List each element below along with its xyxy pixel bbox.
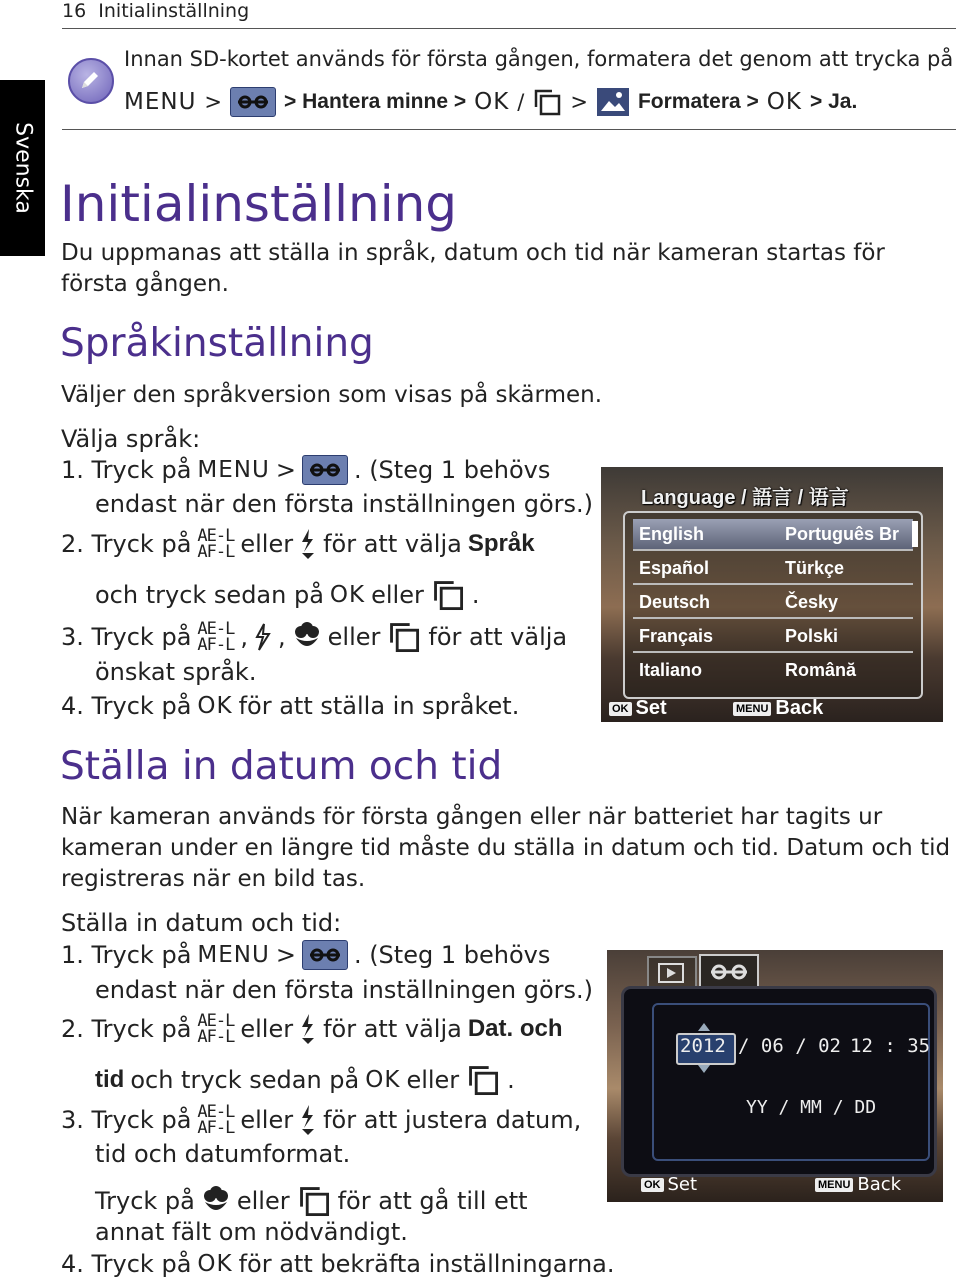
ae-label: AE-L: [197, 619, 235, 639]
step-text: för att välja: [323, 1015, 462, 1043]
multi-frame-icon: [386, 620, 422, 654]
flash-icon: [254, 621, 272, 653]
lang-step-3-cont: önskat språk.: [95, 658, 257, 686]
yes-path: > Ja.: [809, 90, 858, 113]
step-text: eller: [406, 1066, 460, 1094]
step-bold: Dat. och: [467, 1015, 563, 1042]
step-text: 4. Tryck på: [61, 1250, 192, 1278]
language-option[interactable]: Česky: [785, 592, 839, 612]
ok-key-text: OK: [329, 582, 366, 608]
step-text: för att ställa in språket.: [238, 692, 520, 720]
language-row[interactable]: [633, 519, 913, 551]
language-option[interactable]: Italiano: [639, 660, 703, 680]
format-path: Formatera >: [637, 90, 759, 113]
language-row[interactable]: [633, 587, 913, 619]
note-pencil-icon: [68, 58, 114, 104]
manage-memory-path: > Hantera minne >: [284, 90, 467, 113]
setup-tools-icon: [302, 455, 348, 485]
macro-flower-icon: [292, 622, 322, 652]
gt-symbol: >: [204, 90, 223, 114]
ok-key-text-2: OK: [766, 89, 802, 115]
date-step-1: [61, 940, 550, 970]
note-path: [124, 87, 857, 117]
section-title: Initialinställning: [98, 0, 250, 22]
note-text: Innan SD-kortet används för första gången, formatera det genom att trycka på: [124, 47, 954, 71]
scrollbar-thumb[interactable]: [912, 521, 918, 547]
language-desc: Väljer den språkversion som visas på skärmen.: [61, 382, 603, 408]
step-text: 4. Tryck på: [61, 692, 192, 720]
step-text: för att bekräfta inställningarna.: [238, 1250, 615, 1278]
step-text: 2. Tryck på: [61, 1015, 192, 1043]
ok-key-badge: OK: [641, 1178, 664, 1192]
af-label: AF-L: [197, 1118, 235, 1138]
menu-key-text: MENU: [197, 942, 270, 968]
page-number: 16: [62, 0, 87, 22]
date-step-3-cont: tid och datumformat.: [95, 1140, 351, 1168]
language-list: [623, 511, 923, 699]
page-title: Initialinställning: [60, 175, 458, 233]
date-step-3-extra-cont: annat fält om nödvändigt.: [95, 1218, 408, 1246]
playback-image-icon: [596, 87, 630, 117]
header-rule: [62, 28, 956, 29]
language-option[interactable]: Türkçe: [785, 558, 845, 578]
lang-step-1-cont: endast när den första inställningen görs.): [95, 490, 594, 518]
date-step-3-extra: [95, 1184, 528, 1218]
lang-step-4: [61, 692, 519, 720]
flash-down-icon: [299, 1104, 317, 1136]
month-day-value[interactable]: / 06 / 02: [738, 1035, 841, 1057]
ae-label: AE-L: [197, 1102, 235, 1122]
af-label: AF-L: [197, 635, 235, 655]
ok-key-text: OK: [197, 1251, 233, 1277]
date-step-1-cont: endast när den första inställningen görs.): [95, 976, 594, 1004]
datetime-inner: [652, 1003, 930, 1161]
gt-symbol-2: >: [570, 90, 588, 114]
step-text: för att justera datum,: [323, 1106, 582, 1134]
back-label: Back: [857, 1174, 902, 1195]
back-hint: [733, 697, 823, 720]
up-arrow-icon[interactable]: [698, 1023, 710, 1031]
ae-af-lock-key: [197, 1013, 234, 1045]
ok-key-text: OK: [197, 693, 233, 719]
ok-key-text: OK: [365, 1067, 401, 1093]
date-step-2-cont: tid och tryck sedan på OK eller .: [95, 1063, 515, 1097]
back-label: Back: [775, 697, 824, 719]
lang-step-1: [61, 455, 550, 485]
playback-tab-icon: [649, 958, 695, 986]
ae-af-lock-key: [197, 528, 234, 560]
date-heading: Ställa in datum och tid: [60, 744, 503, 789]
year-value[interactable]: 2012: [680, 1035, 726, 1057]
language-subheading: Välja språk:: [61, 425, 201, 453]
step-text: för att välja: [428, 623, 568, 651]
af-label: AF-L: [197, 542, 235, 562]
step-text: eller: [236, 1187, 290, 1215]
language-screen-title: Language / 語言 / 语言: [641, 487, 849, 509]
setup-tab[interactable]: [699, 954, 759, 988]
multi-frame-icon: [465, 1063, 501, 1097]
setup-tools-icon: [230, 87, 276, 117]
gt-symbol: >: [275, 456, 296, 484]
language-option[interactable]: Español: [639, 558, 710, 578]
step-text: . (Steg 1 behövs: [353, 456, 551, 484]
step-text: eller: [240, 1015, 294, 1043]
language-option[interactable]: Deutsch: [639, 592, 711, 612]
menu-key-text: MENU: [124, 89, 197, 115]
language-option[interactable]: English: [639, 524, 705, 544]
date-format-value[interactable]: YY / MM / DD: [746, 1097, 877, 1118]
step-text: för att välja: [323, 530, 462, 558]
date-step-2: [61, 1013, 563, 1045]
step-text: för att gå till ett: [337, 1187, 528, 1215]
af-label: AF-L: [197, 1027, 235, 1047]
step-text: 3. Tryck på: [61, 623, 192, 651]
menu-key-badge: MENU: [815, 1178, 853, 1192]
lang-step-2: [61, 528, 535, 560]
step-bold: tid: [95, 1066, 125, 1093]
slash-symbol: /: [517, 90, 525, 114]
ae-label: AE-L: [197, 1011, 235, 1031]
macro-flower-icon: [201, 1186, 231, 1216]
gt-symbol: >: [275, 941, 296, 969]
step-text: och tryck sedan på: [95, 581, 324, 609]
language-heading: Språkinställning: [60, 321, 374, 366]
lang-step-2-cont: och tryck sedan på OK eller .: [95, 578, 479, 612]
set-hint: [641, 1174, 697, 1195]
step-text: 2. Tryck på: [61, 530, 192, 558]
language-row[interactable]: [633, 553, 913, 585]
step-text: . (Steg 1 behövs: [353, 941, 551, 969]
language-screen: [601, 467, 943, 722]
setup-tab-icon: [701, 956, 757, 988]
multi-frame-icon: [430, 578, 466, 612]
flash-down-icon: [299, 1013, 317, 1045]
step-text: och tryck sedan på: [130, 1066, 360, 1094]
multi-frame-icon: [296, 1184, 332, 1218]
language-option[interactable]: Polski: [785, 626, 839, 646]
time-value[interactable]: 12 : 35: [850, 1035, 931, 1057]
step-text: Tryck på: [95, 1187, 195, 1215]
language-side-tab: [0, 80, 45, 256]
note-rule: [62, 129, 956, 130]
set-hint: [609, 697, 667, 720]
step-text: eller: [240, 530, 294, 558]
back-hint: [815, 1174, 901, 1195]
flash-down-icon: [299, 528, 317, 560]
language-option[interactable]: Français: [639, 626, 714, 646]
ae-label: AE-L: [197, 526, 235, 546]
step-text: eller: [240, 1106, 294, 1134]
datetime-screen: [607, 950, 943, 1202]
ae-af-lock-key: [197, 621, 234, 653]
step-text: 1. Tryck på: [61, 941, 192, 969]
playback-tab[interactable]: [647, 956, 697, 986]
side-tab-label: Svenska: [10, 122, 35, 214]
language-row[interactable]: [633, 655, 913, 685]
down-arrow-icon[interactable]: [698, 1065, 710, 1073]
step-text: 1. Tryck på: [61, 456, 192, 484]
set-label: Set: [667, 1174, 698, 1195]
language-option[interactable]: Română: [785, 660, 857, 680]
language-option[interactable]: Português Br: [785, 524, 900, 544]
language-row[interactable]: [633, 621, 913, 653]
set-label: Set: [635, 697, 667, 719]
step-text: eller: [327, 623, 381, 651]
lang-step-3: 3. Tryck på AE-L AF-L , , eller för att välja: [61, 619, 568, 655]
ok-key-badge: OK: [609, 702, 632, 716]
menu-key-text: MENU: [197, 457, 270, 483]
date-step-4: [61, 1250, 614, 1278]
intro-text: Du uppmanas att ställa in språk, datum och tid när kameran startas för första gången.: [61, 240, 885, 297]
date-paragraph: När kameran används för första gången eller när batteriet har tagits ur kameran under en längre tid måste du ställa in datum och tid. Datum och tid registreras när en bild tas.: [61, 804, 951, 892]
date-step-3: [61, 1104, 581, 1136]
multi-frame-icon: [532, 87, 562, 117]
step-text: eller: [371, 581, 424, 609]
ae-af-lock-key: [197, 1104, 234, 1136]
setup-tools-icon: [302, 940, 348, 970]
step-bold: Språk: [467, 530, 535, 557]
step-text: 3. Tryck på: [61, 1106, 192, 1134]
ok-key-text: OK: [474, 89, 510, 115]
menu-key-badge: MENU: [733, 702, 771, 716]
page-header: [62, 0, 249, 22]
datetime-panel: [621, 986, 937, 1177]
date-subheading: Ställa in datum och tid:: [61, 909, 342, 937]
